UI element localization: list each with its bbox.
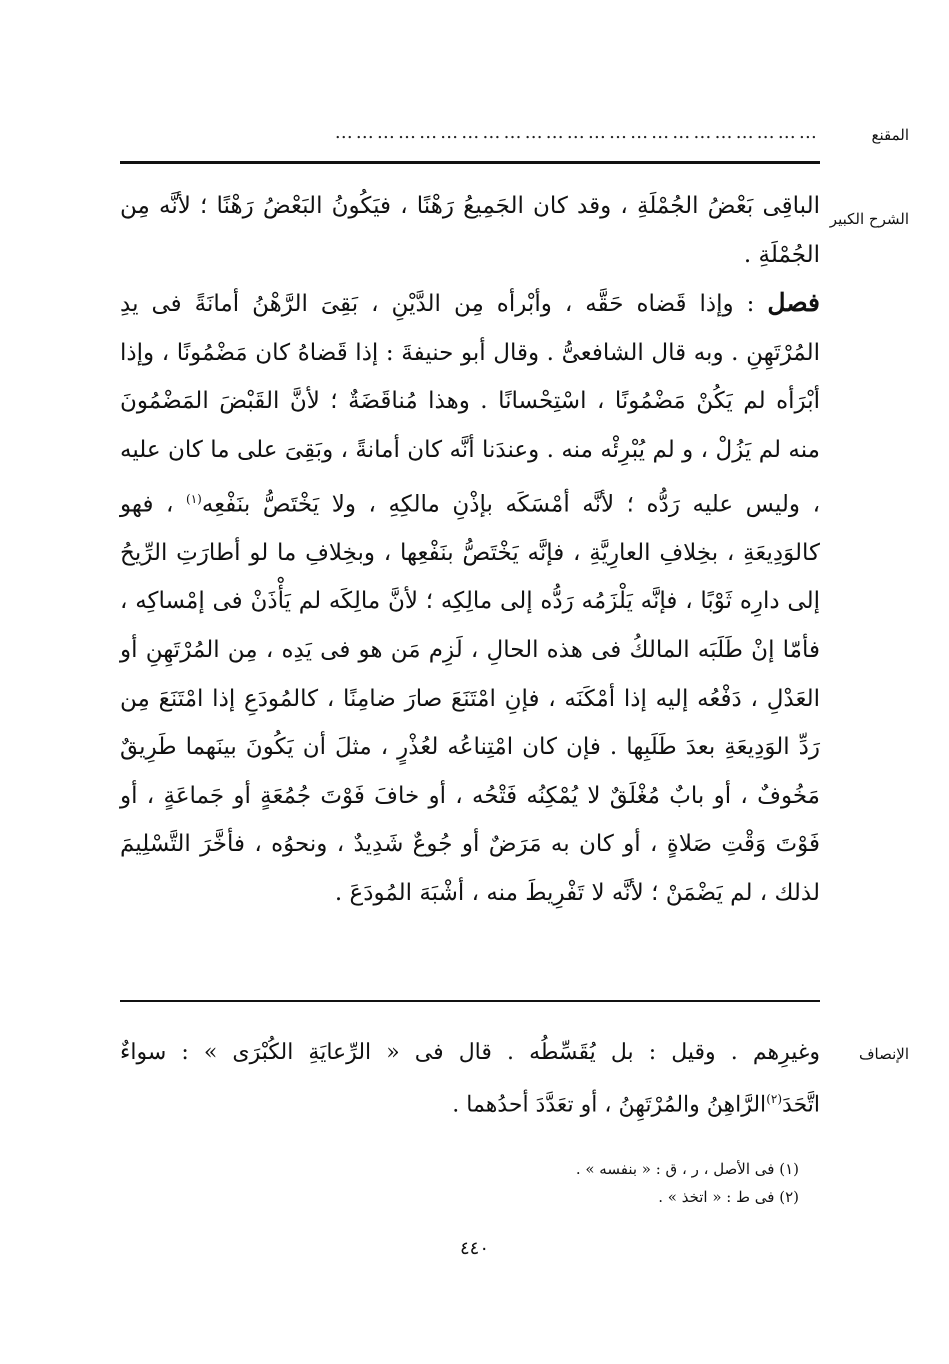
insaf-part-2: الرَّاهِنُ والمُرْتَهِنُ ، أو تعَدَّدَ أحدُهما . [452, 1092, 767, 1118]
page-number: ٤٤٠ [459, 1238, 489, 1259]
sharh-paragraph-2 [120, 279, 820, 917]
header-rule [120, 161, 820, 164]
paragraph-2-part-2: ، فهو كالوَدِيعَةِ ، بخِلافِ العارِيَّةِ ، فإنَّه يَخْتَصُّ بنَفْعِها ، وبخِلافِ ما لو أطارَتِ الرِّيحُ إلى دارِه ثَوْبًا ، فإنَّه يَلْزَمُه رَدُّه إلى مالِكِه ؛ لأنَّ مالِكَه لم يَأْذَنْ فى إمْساكِه ، فأمّا إنْ طَلَبَه المالكُ فى هذه الحالِ ، لَزِم مَن هو فى يَدِه ، مِن المُرْتَهِنِ أو العَدْلِ ، دَفْعُه إليه إذا أمْكَنَه ، فإنِ امْتَنَعَ صارَ ضامِنًا ، كالمُودَعِ إذا امْتَنَعَ مِن رَدِّ الوَدِيعَةِ بعدَ طَلَبِها . فإن كان امْتِناعُه لعُذْرٍ ، مثلَ أن يَكُونَ بينَهما طَرِيقٌ مَخُوفٌ ، أو بابٌ مُغْلَقٌ لا يُمْكِنُه فَتْحُه ، أو خافَ فَوْتَ جُمُعَةٍ أو جَماعَةٍ ، أو فَوْتَ وَقْتِ صَلاةٍ ، أو كان به مَرَضٌ أو جُوعٌ شَدِيدٌ ، ونحوُه ، فأخَّرَ التَّسْلِيمَ لذلك ، لم يَضْمَنْ ؛ لأنَّه لا تَفْرِيطَ منه ، أشْبَهَ المُودَعَ . [120, 491, 820, 906]
sharh-side-label: الشرح الكبير [829, 210, 909, 228]
fasl-heading: فصل [767, 288, 820, 318]
insaf-side-label: الإنصاف [858, 1045, 909, 1063]
header-book-label: المقنع [871, 126, 909, 144]
footnotes [199, 1155, 799, 1211]
section-rule [120, 1000, 820, 1002]
footnote-1: (١) فى الأصل ، ر ، ق : « بنفسه » . [575, 1160, 799, 1178]
insaf-body [120, 1030, 820, 1128]
footnote-marker-2: (٢) [766, 1092, 783, 1106]
footnote-marker-1: (١) [186, 491, 202, 506]
paragraph-2-part-1: : وإذا قَضاه حَقَّه ، وأبْرأه مِن الدَّيْنِ ، بَقِىَ الرَّهْنُ أمانَةً فى يدِ المُرْتَهِنِ . وبه قال الشافعىُّ . وقال أبو حنيفةَ : إذا قَضاهُ كان مَضْمُونًا ، وإذا أبْرَأه لم يَكُنْ مَضْمُونًا ، اسْتِحْسانًا . وهذا مُناقَضَةٌ ؛ لأنَّ القَبْضَ المَضْمُونَ منه لم يَزُلْ ، و لم يُبْرِئْه منه . وعندَنا أنَّه كان أمانةً ، وبَقِىَ على ما كان عليه ، وليس عليه رَدُّه ؛ لأنَّه أمْسَكَه بإذْنِ مالكِهِ ، ولا يَخْتَصُّ بنَفْعِه [120, 291, 821, 518]
header-dotted-leader: …………………………………………………………… [334, 122, 820, 143]
sharh-body [120, 182, 820, 918]
sharh-paragraph-1: الباقِى بَعْضُ الجُمْلَةِ ، وقد كان الجَمِيعُ رَهْنًا ، فيَكُونُ البَعْضُ رَهْنًا ؛ لأنَّه مِن الجُمْلَةِ . [120, 193, 820, 268]
insaf-part-1: وغيرِهم . وقيل : بل يُقَسِّطُه . قال فى « الرِّعايَةِ الكُبْرَى » : سواءٌ اتَّحَدَ [120, 1040, 820, 1118]
footnote-2: (٢) فى ط : « اتخذ » . [658, 1188, 799, 1206]
